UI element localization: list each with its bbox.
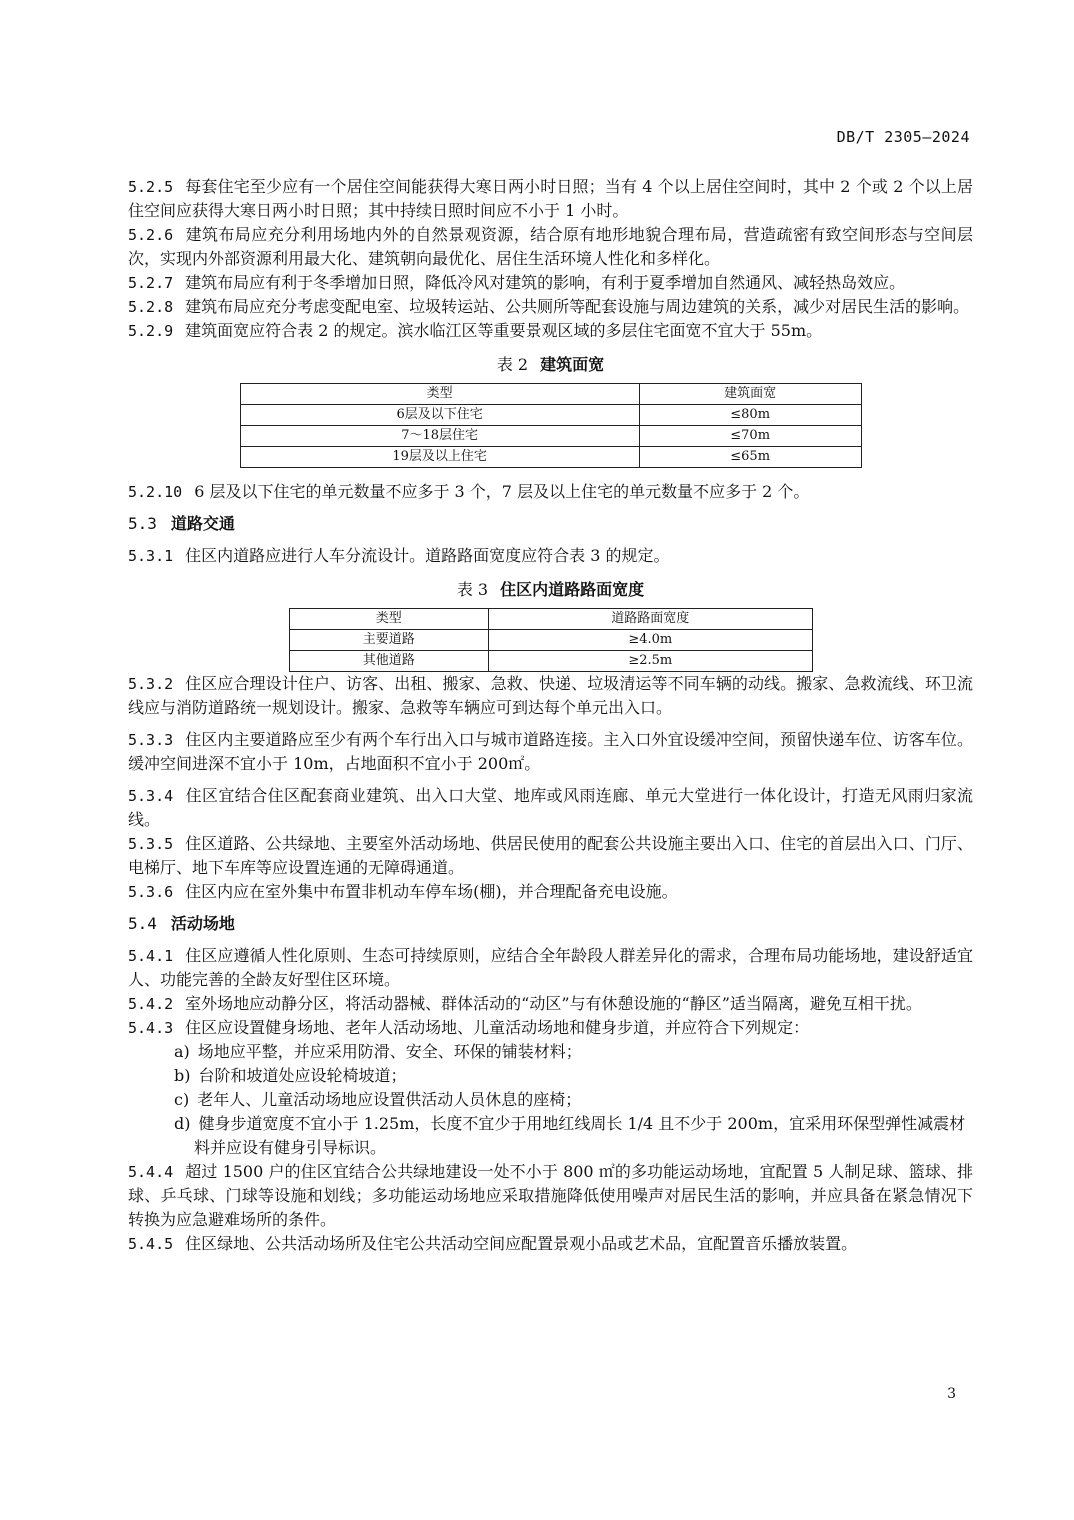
- clause-text: 建筑布局应充分利用场地内外的自然景观资源，结合原有地形地貌合理布局，营造疏密有致空间形态与空间层次，实现内外部资源利用最大化、建筑朝向最优化、居住生活环境人性化和多样化。: [128, 225, 973, 268]
- clause-number: 5.2.9: [128, 322, 174, 340]
- section-number: 5.4: [128, 914, 157, 933]
- list-item: [174, 1040, 973, 1064]
- clause-number: 5.3.5: [128, 835, 174, 853]
- table-header-row: [289, 609, 812, 630]
- clause-text: 室外场地应动静分区，将活动器械、群体活动的“动区”与有休憩设施的“静区”适当隔离，避免互相干扰。: [185, 994, 922, 1013]
- clause-5-2-5: [128, 175, 973, 223]
- clause-number: 5.4.3: [128, 1019, 174, 1037]
- list-text: 台阶和坡道处应设轮椅坡道；: [198, 1066, 407, 1085]
- section-title: 活动场地: [170, 914, 235, 933]
- section-number: 5.3: [128, 514, 157, 533]
- clause-text: 住区内道路应进行人车分流设计。道路路面宽度应符合表 3 的规定。: [185, 546, 670, 565]
- clause-5-2-9: [128, 319, 973, 343]
- clause-text: 每套住宅至少应有一个居住空间能获得大寒日两小时日照；当有 4 个以上居住空间时，其中 2 个或 2 个以上居住空间应获得大寒日两小时日照；其中持续日照时间应不小于 1 小时。: [128, 177, 973, 220]
- table-cell: 19层及以上住宅: [240, 447, 639, 468]
- list-text: 健身步道宽度不宜小于 1.25m，长度不宜少于用地红线周长 1/4 且不少于 200m，宜采用环保型弹性减震材料并应设有健身引导标识。: [194, 1114, 966, 1157]
- clause-text: 建筑布局应有利于冬季增加日照，降低冷风对建筑的影响，有利于夏季增加自然通风、减轻热岛效应。: [185, 273, 906, 292]
- clause-5-4-5: [128, 1232, 973, 1256]
- clause-text: 住区宜结合住区配套商业建筑、出入口大堂、地库或风雨连廊、单元大堂进行一体化设计，打造无风雨归家流线。: [128, 786, 973, 829]
- table-header-cell: 建筑面宽: [639, 384, 861, 405]
- page-number: 3: [947, 1386, 956, 1402]
- clause-number: 5.4.1: [128, 947, 174, 965]
- clause-text: 建筑布局应充分考虑变配电室、垃圾转运站、公共厕所等配套设施与周边建筑的关系，减少对居民生活的影响。: [185, 297, 970, 316]
- page-content: [128, 175, 973, 1256]
- table-cell: ≥2.5m: [489, 651, 812, 672]
- clause-5-4-3-list: [128, 1040, 973, 1160]
- table-cell: ≤80m: [639, 405, 861, 426]
- clause-text: 超过 1500 户的住区宜结合公共绿地建设一处不小于 800 ㎡的多功能运动场地，宜配置 5 人制足球、篮球、排球、乒乓球、门球等设施和划线；多功能运动场地应采取措施降低使用噪声对居民生活的影响，并应具备在紧急情况下转换为应急避难场所的条件。: [128, 1162, 973, 1229]
- clause-5-3-6: [128, 880, 973, 904]
- clause-number: 5.4.5: [128, 1235, 174, 1253]
- table-cell: ≤70m: [639, 426, 861, 447]
- clause-text: 住区应遵循人性化原则、生态可持续原则，应结合全年龄段人群差异化的需求，合理布局功能场地，建设舒适宜人、功能完善的全龄友好型住区环境。: [128, 946, 973, 989]
- table-title: 建筑面宽: [540, 355, 605, 374]
- clause-5-4-4: [128, 1160, 973, 1232]
- clause-5-3-3: [128, 728, 973, 776]
- clause-5-3-2: [128, 672, 973, 720]
- table-cell: ≥4.0m: [489, 630, 812, 651]
- clause-number: 5.2.5: [128, 178, 174, 196]
- clause-number: 5.2.8: [128, 298, 174, 316]
- table-header-cell: 类型: [240, 384, 639, 405]
- table-label: 表 2: [496, 355, 529, 374]
- clause-text: 住区绿地、公共活动场所及住宅公共活动空间应配置景观小品或艺术品，宜配置音乐播放装置。: [185, 1234, 858, 1253]
- list-marker: a): [174, 1042, 190, 1061]
- clause-text: 住区应设置健身场地、老年人活动场地、儿童活动场地和健身步道，并应符合下列规定：: [185, 1018, 810, 1037]
- table-cell: ≤65m: [639, 447, 861, 468]
- clause-text: 建筑面宽应符合表 2 的规定。滨水临江区等重要景观区域的多层住宅面宽不宜大于 55m。: [185, 321, 823, 340]
- clause-number: 5.3.4: [128, 787, 174, 805]
- list-item: [174, 1088, 973, 1112]
- clause-5-2-6: [128, 223, 973, 271]
- table-header-cell: 类型: [289, 609, 489, 630]
- clause-number: 5.2.10: [128, 483, 183, 501]
- clause-number: 5.2.7: [128, 274, 174, 292]
- section-title: 道路交通: [170, 514, 235, 533]
- clause-number: 5.2.6: [128, 226, 174, 244]
- table-cell: 其他道路: [289, 651, 489, 672]
- list-item: [128, 1112, 973, 1160]
- clause-5-3-4: [128, 784, 973, 832]
- list-item: [174, 1064, 973, 1088]
- table-row: [240, 426, 861, 447]
- clause-number: 5.3.1: [128, 547, 174, 565]
- clause-5-4-1: [128, 944, 973, 992]
- clause-5-3-1: [128, 544, 973, 568]
- table-cell: 主要道路: [289, 630, 489, 651]
- clause-5-2-7: [128, 271, 973, 295]
- table-row: [240, 447, 861, 468]
- table-cell: 6层及以下住宅: [240, 405, 639, 426]
- section-5-4-heading: [128, 912, 973, 936]
- clause-text: 住区应合理设计住户、访客、出租、搬家、急救、快递、垃圾清运等不同车辆的动线。搬家、急救流线、环卫流线应与消防道路统一规划设计。搬家、急救等车辆应可到达每个单元出入口。: [128, 674, 973, 717]
- table-row: [240, 405, 861, 426]
- clause-5-4-3: [128, 1016, 973, 1040]
- list-text: 场地应平整，并应采用防滑、安全、环保的铺装材料；: [197, 1042, 582, 1061]
- table-row: [289, 651, 812, 672]
- table-header-row: [240, 384, 861, 405]
- clause-5-2-8: [128, 295, 973, 319]
- list-text: 老年人、儿童活动场地应设置供活动人员休息的座椅；: [197, 1090, 582, 1109]
- clause-number: 5.4.2: [128, 995, 174, 1013]
- clause-number: 5.3.3: [128, 731, 174, 749]
- list-marker: b): [174, 1066, 191, 1085]
- clause-5-2-10: [128, 480, 973, 504]
- table-2: [240, 383, 862, 468]
- list-marker: d): [174, 1114, 191, 1133]
- table-3-caption: [128, 578, 973, 602]
- clause-text: 住区道路、公共绿地、主要室外活动场地、供居民使用的配套公共设施主要出入口、住宅的首层出入口、门厅、电梯厅、地下车库等应设置连通的无障碍通道。: [128, 834, 973, 877]
- clause-number: 5.3.6: [128, 883, 174, 901]
- clause-text: 6 层及以下住宅的单元数量不应多于 3 个，7 层及以上住宅的单元数量不应多于 2 个。: [194, 482, 810, 501]
- document-code: DB/T 2305—2024: [836, 128, 970, 146]
- table-cell: 7～18层住宅: [240, 426, 639, 447]
- table-title: 住区内道路路面宽度: [500, 580, 645, 599]
- clause-number: 5.4.4: [128, 1163, 174, 1181]
- clause-number: 5.3.2: [128, 675, 174, 693]
- list-marker: c): [174, 1090, 190, 1109]
- clause-5-4-2: [128, 992, 973, 1016]
- section-5-3-heading: [128, 512, 973, 536]
- table-2-caption: [128, 353, 973, 377]
- table-row: [289, 630, 812, 651]
- table-header-cell: 道路路面宽度: [489, 609, 812, 630]
- table-label: 表 3: [456, 580, 489, 599]
- clause-5-3-5: [128, 832, 973, 880]
- table-3: [289, 608, 813, 672]
- clause-text: 住区内应在室外集中布置非机动车停车场(棚)，并合理配备充电设施。: [185, 882, 678, 901]
- clause-text: 住区内主要道路应至少有两个车行出入口与城市道路连接。主入口外宜设缓冲空间，预留快递车位、访客车位。缓冲空间进深不宜小于 10m，占地面积不宜小于 200㎡。: [128, 730, 973, 773]
